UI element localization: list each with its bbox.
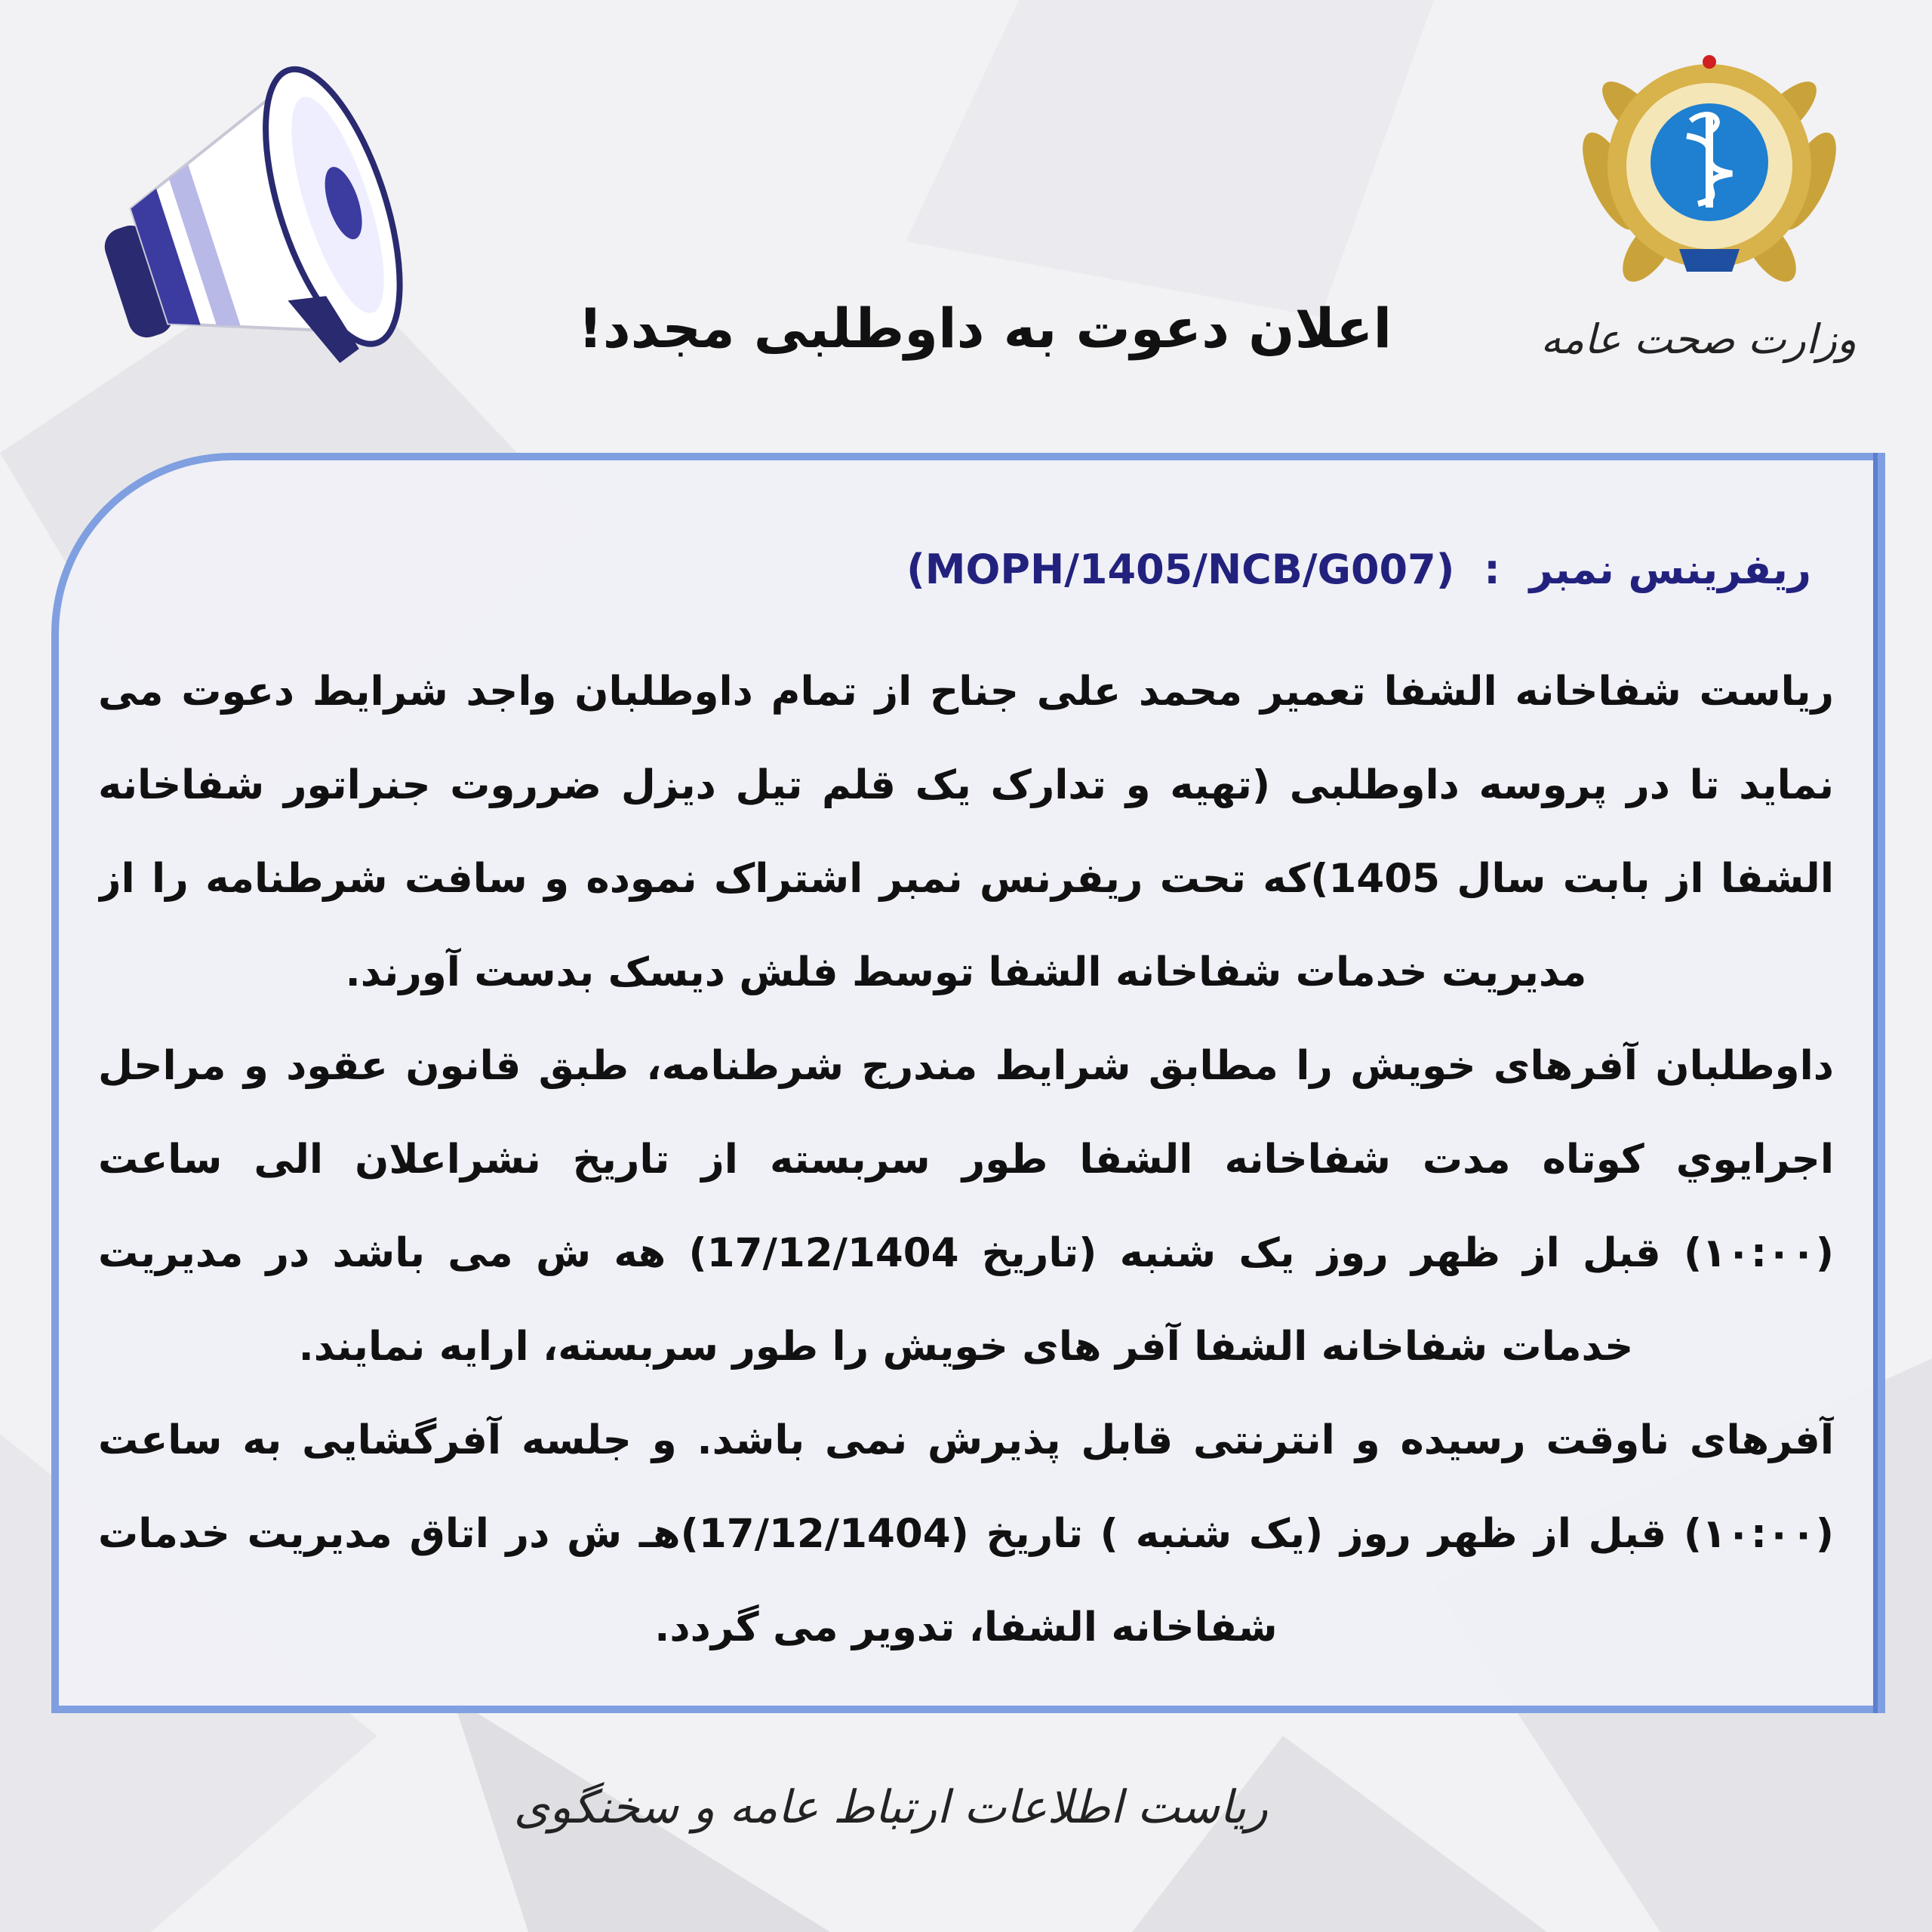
body-line: ریاست شفاخانه الشفا تعمیر محمد علی جناح از تمام داوطلبان واجد شرایط دعوت می <box>98 669 1834 715</box>
reference-colon: : <box>1484 546 1500 593</box>
reference-number <box>906 536 1811 604</box>
body-line: آفرهای ناوقت رسیده و انترنتی قابل پذیرش نمی باشد. و جلسه آفرگشایی به ساعت <box>98 1417 1834 1463</box>
body-line: اجرایوي کوتاه مدت شفاخانه الشفا طور سربسته از تاریخ نشراعلان الی ساعت <box>98 1137 1834 1183</box>
announcement-body <box>98 645 1834 1702</box>
body-line: داوطلبان آفرهای خویش را مطابق شرایط مندرج شرطنامه، طبق قانون عقود و مراحل <box>98 1043 1834 1089</box>
footer-calligraphy-signature: ریاست اطلاعات ارتباط عامه و سخنگوی <box>513 1781 1268 1834</box>
card-right-accent <box>1873 453 1878 1713</box>
announcement-headline: اعلان دعوت به داوطلبی مجدد! <box>577 297 1392 360</box>
ministry-calligraphy-caption: وزارت صحت عامه <box>1540 315 1857 363</box>
reference-value: (MOPH/1405/NCB/G007) <box>906 546 1455 593</box>
body-line: نماید تا در پروسه داوطلبی (تهیه و تدارک یک قلم تیل دیزل ضرروت جنراتور شفاخانه <box>98 762 1834 808</box>
body-line: مدیریت خدمات شفاخانه الشفا توسط فلش دیسک بدست آورند. <box>345 949 1587 995</box>
megaphone-icon <box>75 53 468 400</box>
body-line: (۱۰:۰۰) قبل از ظهر روز یک شنبه (تاریخ 17/12/1404) هه ش می باشد در مدیریت <box>98 1230 1834 1276</box>
body-line: الشفا از بابت سال 1405)که تحت ریفرنس نمبر اشتراک نموده و سافت شرطنامه را از <box>98 856 1834 902</box>
body-line: خدمات شفاخانه الشفا آفر های خویش را طور سربسته، ارایه نمایند. <box>298 1324 1634 1370</box>
ministry-of-public-health-emblem <box>1566 45 1853 302</box>
body-line: (۱۰:۰۰) قبل از ظهر روز (یک شنبه ) تاریخ (17/12/1404)هـ ش در اتاق مدیریت خدمات <box>98 1511 1834 1557</box>
reference-label: ریفرینس نمبر <box>1529 546 1811 593</box>
body-line: شفاخانه الشفا، تدویر می گردد. <box>654 1604 1278 1651</box>
